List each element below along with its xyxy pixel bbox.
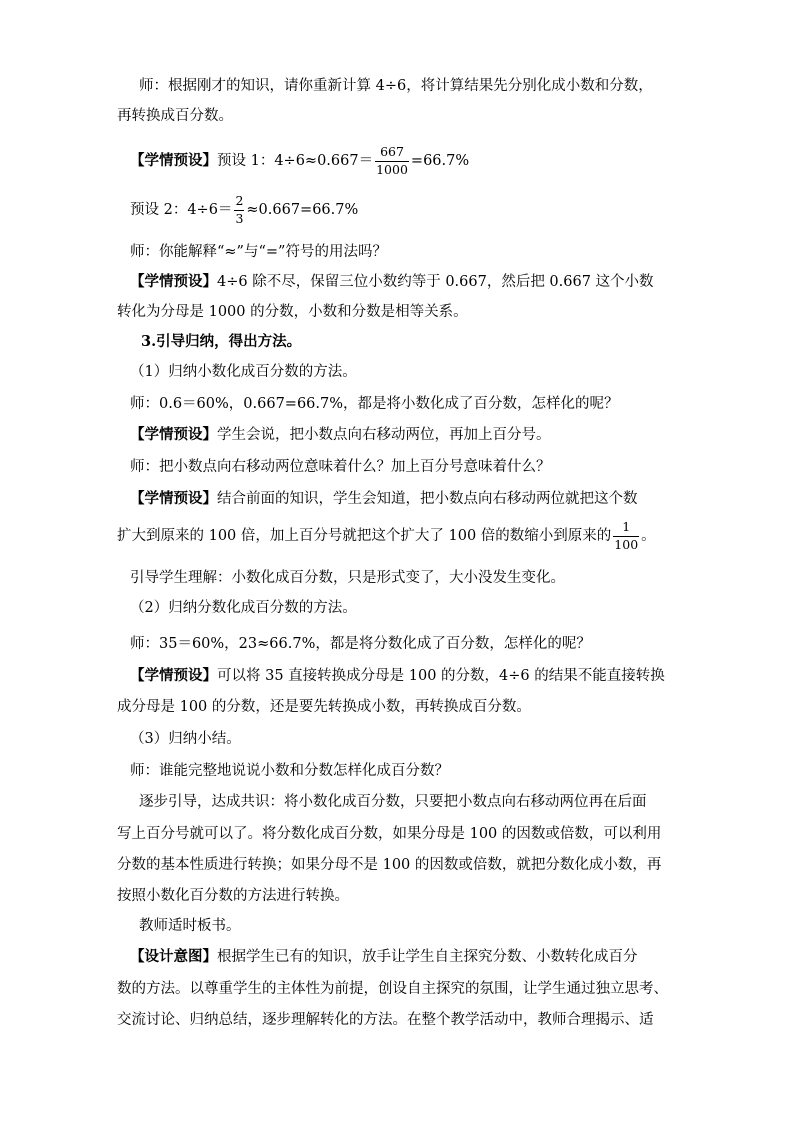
paragraph-line [130, 568, 565, 588]
paragraph-text: 成分母是 100 的分数，还是要先转换成小数，再转换成百分数。 [117, 699, 531, 715]
paragraph-text: 预设 1：4÷6≈0.667＝ [217, 153, 374, 169]
paragraph-line [130, 598, 357, 618]
paragraph-text: 转化为分母是 1000 的分数，小数和分数是相等关系。 [117, 304, 468, 320]
paragraph-line [130, 195, 358, 225]
paragraph-text: 可以将 35 直接转换成分母是 100 的分数，4÷6 的结果不能直接转换 [217, 668, 665, 684]
paragraph-text: （1）归纳小数化成百分数的方法。 [130, 364, 357, 380]
fraction-numerator: 2 [234, 195, 244, 211]
paragraph-text: 扩大到原来的 100 倍，加上百分号就把这个扩大了 100 倍的数缩小到原来的 [117, 528, 612, 544]
paragraph-text: 4÷6 除不尽，保留三位小数约等于 0.667，然后把 0.667 这个小数 [217, 274, 654, 290]
paragraph-line [130, 394, 619, 414]
paragraph-text: 根据学生已有的知识，放手让学生自主探究分数、小数转化成百分 [217, 949, 638, 965]
paragraph-text: 逐步引导，达成共识：将小数化成百分数，只要把小数点向右移动两位再在后面 [139, 794, 647, 810]
section-tag: 【学情预设】 [130, 490, 217, 507]
paragraph-text: （2）归纳分数化成百分数的方法。 [130, 600, 357, 616]
paragraph-line [130, 729, 241, 749]
paragraph-text: ≈0.667=66.7% [246, 202, 359, 218]
paragraph-text: 教师适时板书。 [139, 918, 241, 934]
section-heading [141, 332, 301, 352]
paragraph-text: 写上百分号就可以了。将分数化成百分数，如果分母是 100 的因数或倍数，可以利用 [117, 826, 662, 842]
section-heading-text: 3.引导归纳，得出方法。 [141, 333, 302, 350]
paragraph-text: 交流讨论、归纳总结，逐步理解转化的方法。在整个教学活动中，教师合理揭示、适 [117, 1012, 654, 1028]
paragraph-text: （3）归纳小结。 [130, 731, 241, 747]
paragraph-text: =66.7% [410, 153, 470, 169]
paragraph-text: 师：你能解释“≈”与“=”符号的用法吗？ [130, 244, 387, 260]
paragraph-line [130, 146, 469, 176]
fraction-denominator: 1000 [376, 161, 408, 177]
paragraph-text: 师：谁能完整地说说小数和分数怎样化成百分数？ [130, 763, 449, 779]
paragraph-line [139, 916, 241, 936]
paragraph-line [117, 697, 531, 717]
paragraph-line [117, 521, 656, 551]
section-tag: 【学情预设】 [130, 152, 217, 169]
section-tag: 【学情预设】 [130, 273, 217, 290]
paragraph-text: 数的方法。以尊重学生的主体性为前提，创设自主探究的氛围，让学生通过独立思考、 [117, 981, 668, 997]
paragraph-line [117, 855, 661, 875]
fraction [613, 521, 639, 551]
paragraph-text: 学生会说，把小数点向右移动两位，再加上百分号。 [217, 427, 551, 443]
paragraph-line [117, 824, 661, 844]
paragraph-line [130, 242, 387, 262]
paragraph-text: 按照小数化百分数的方法进行转换。 [117, 888, 349, 904]
paragraph-line [117, 886, 349, 906]
paragraph-line [117, 302, 468, 322]
section-tag: 【学情预设】 [130, 426, 217, 443]
fraction-numerator: 1 [613, 521, 639, 537]
paragraph-text: 师：35＝60%，23≈66.7%，都是将分数化成了百分数，怎样化的呢？ [130, 636, 591, 652]
paragraph-text: 再转换成百分数。 [117, 108, 233, 124]
paragraph-text: 师：把小数点向右移动两位意味着什么？加上百分号意味着什么？ [130, 459, 551, 475]
fraction-numerator: 667 [375, 146, 409, 162]
paragraph-line [130, 362, 357, 382]
paragraph-line [130, 489, 638, 509]
paragraph-line [139, 76, 653, 96]
section-tag: 【设计意图】 [130, 948, 217, 965]
paragraph-line [139, 792, 647, 812]
paragraph-text: 结合前面的知识，学生会知道，把小数点向右移动两位就把这个数 [217, 491, 638, 507]
paragraph-line [117, 106, 233, 126]
paragraph-text: 预设 2：4÷6＝ [130, 202, 233, 218]
paragraph-text: 师：0.6＝60%，0.667=66.7%，都是将小数化成了百分数，怎样化的呢？ [130, 396, 619, 412]
paragraph-line [117, 1010, 654, 1030]
paragraph-text: 。 [641, 528, 656, 544]
paragraph-text: 师：根据刚才的知识，请你重新计算 4÷6，将计算结果先分别化成小数和分数， [139, 78, 653, 94]
paragraph-text: 引导学生理解：小数化成百分数，只是形式变了，大小没发生变化。 [130, 570, 565, 586]
fraction-denominator: 3 [235, 210, 244, 226]
fraction [375, 146, 409, 176]
paragraph-line [130, 634, 591, 654]
paragraph-line [130, 457, 551, 477]
section-tag: 【学情预设】 [130, 667, 217, 684]
fraction [234, 195, 244, 225]
paragraph-line [117, 979, 668, 999]
paragraph-line [130, 947, 638, 967]
paragraph-text: 分数的基本性质进行转换；如果分母不是 100 的因数或倍数，就把分数化成小数，再 [117, 857, 662, 873]
fraction-denominator: 100 [614, 536, 639, 552]
paragraph-line [130, 272, 654, 292]
paragraph-line [130, 761, 449, 781]
paragraph-line [130, 666, 665, 686]
paragraph-line [130, 425, 551, 445]
